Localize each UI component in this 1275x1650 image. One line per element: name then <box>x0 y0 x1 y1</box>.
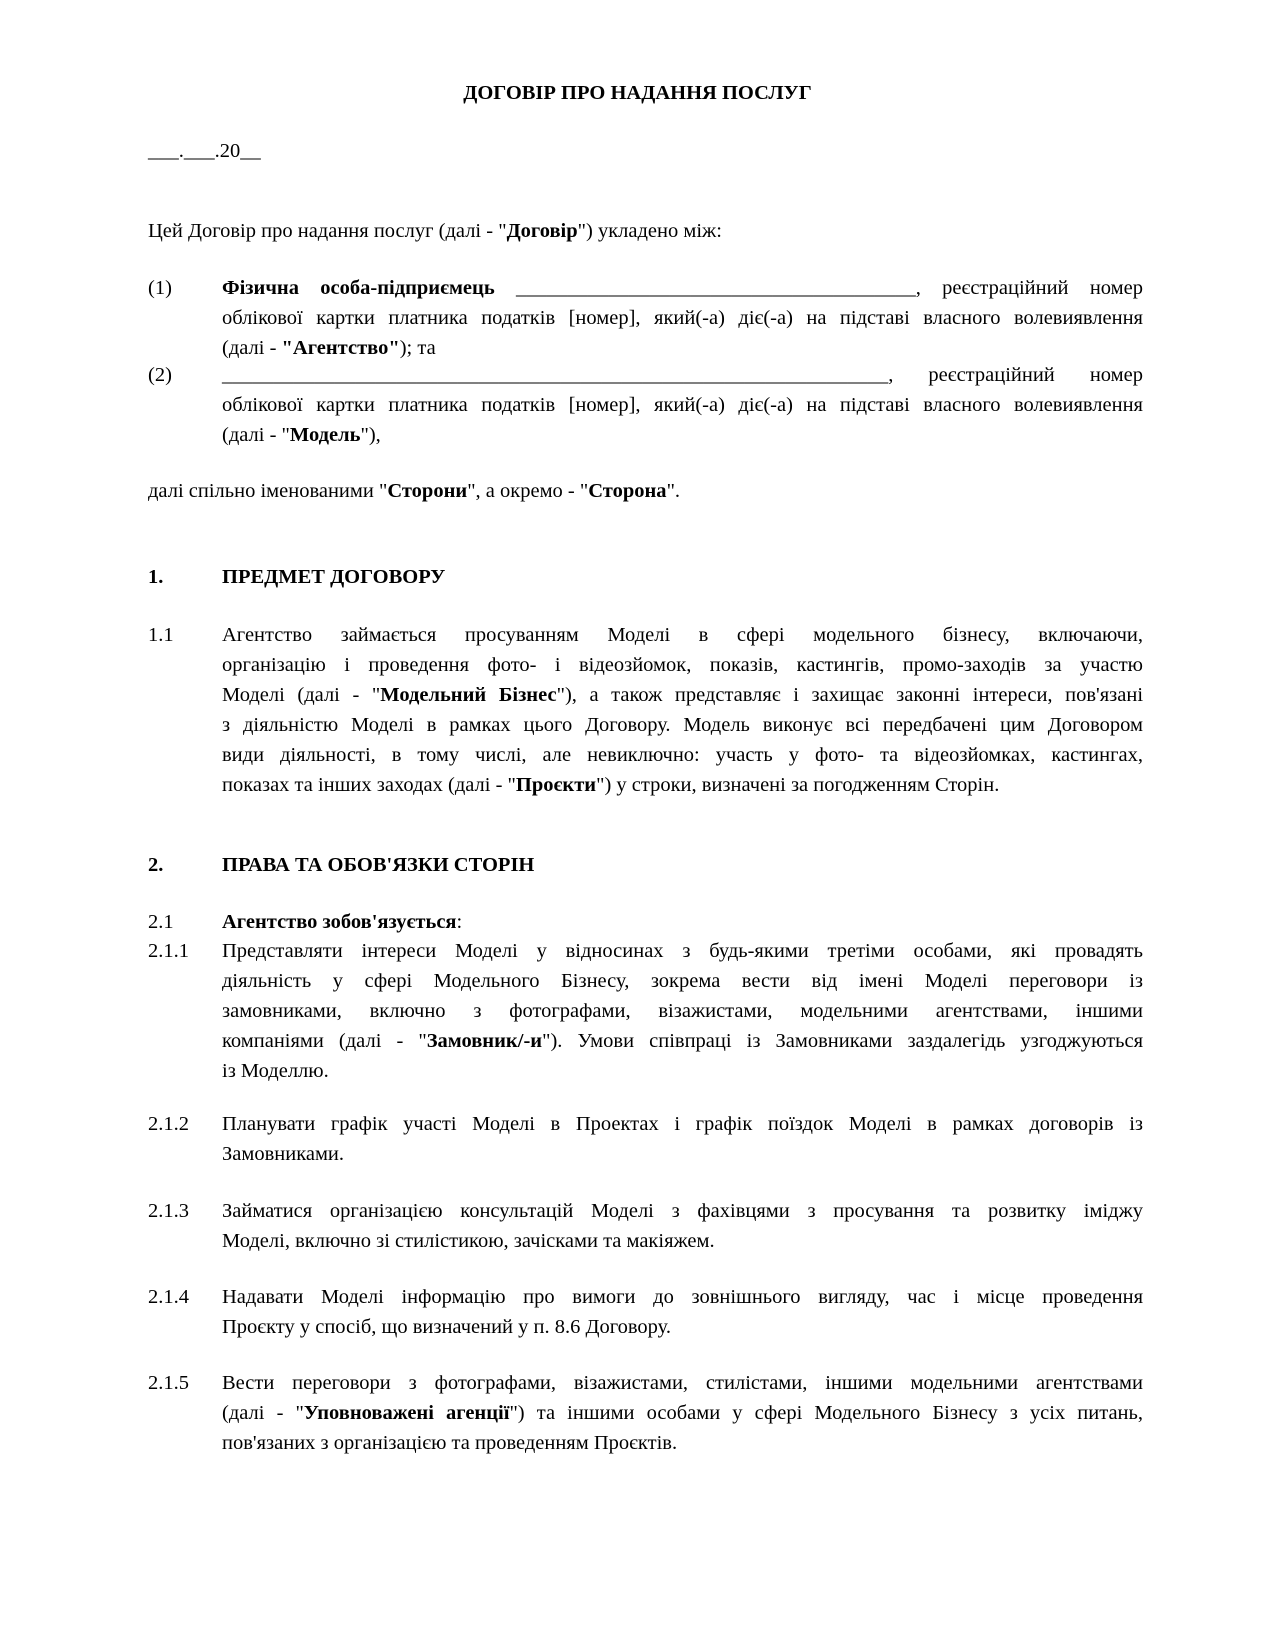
parties-summary: далі спільно іменованими "Сторони", а окремо - "Сторона". <box>148 480 681 502</box>
party-1-type: Фізична особа-підприємець <box>222 277 495 299</box>
party-term: Сторона <box>588 480 667 502</box>
party-2-line-3: (далі - "Модель"), <box>222 424 381 446</box>
clause-2-1-5: 2.1.5 Вести переговори з фотографами, візажистами, стилістами, іншими модельними агентствами (далі - "Уповноважені агенції") та іншими особами у сфері Модельного Бізнесу з усіх питань, пов'язаних з організацією та проведенням Проєктів. <box>148 1368 1143 1458</box>
party-1-number: (1) <box>148 277 172 299</box>
clause-2-1-5-number: 2.1.5 <box>148 1372 189 1394</box>
party-1-line-2: облікової картки платника податків [номер], який(-а) діє(-а) на підставі власного волевиявлення <box>222 307 1143 329</box>
clause-2-1-4: 2.1.4 Надавати Моделі інформацію про вимоги до зовнішнього вигляду, час і місце проведення Проєкту у спосіб, що визначений у п. 8.6 Договору. <box>148 1282 1143 1342</box>
party-2-number: (2) <box>148 364 172 386</box>
clause-2-1-2-number: 2.1.2 <box>148 1113 189 1135</box>
clause-2-1-1: 2.1.1 Представляти інтереси Моделі у відносинах з будь-якими третіми особами, які провадять діяльність у сфері Модельного Бізнесу, зокрема вести від імені Моделі переговори із замовниками, включно з фотографами, візажистами, модельними агентствами, іншими компаніями (далі - "Замовник/-и"). Умови співпраці із Замовниками заздалегідь узгоджуються із Моделлю. <box>148 936 1143 1086</box>
party-1-line-3: (далі - "Агентство"); та <box>222 337 436 359</box>
clause-2-1-number: 2.1 <box>148 911 174 933</box>
authorized-agencies-term: Уповноважені агенції <box>303 1402 510 1424</box>
intro-defined-term: Договір <box>506 220 578 242</box>
clause-1-1-number: 1.1 <box>148 624 174 646</box>
party-2-line-2: облікової картки платника податків [номер], який(-а) діє(-а) на підставі власного волевиявлення <box>222 394 1143 416</box>
section-1-number: 1. <box>148 566 164 588</box>
clause-2-1-4-number: 2.1.4 <box>148 1286 189 1308</box>
section-2-number: 2. <box>148 854 164 876</box>
clause-2-1-2: 2.1.2 Планувати графік участі Моделі в Проектах і графік поїздок Моделі в рамках договорів із Замовниками. <box>148 1109 1143 1169</box>
intro-text-pre: Цей Договір про надання послуг (далі - " <box>148 220 507 242</box>
intro-paragraph <box>148 216 1143 246</box>
contract-date: ___.___.20__ <box>148 140 261 162</box>
section-1-title: ПРЕДМЕТ ДОГОВОРУ <box>222 566 446 588</box>
clause-2-1-heading: Агентство зобов'язується <box>222 911 457 933</box>
parties-term: Сторони <box>387 480 468 502</box>
projects-term: Проєкти <box>515 774 597 796</box>
party-2-defined-term: Модель <box>289 424 361 446</box>
document-title: ДОГОВІР ПРО НАДАННЯ ПОСЛУГ <box>463 82 812 104</box>
party-2-block <box>148 360 1143 450</box>
party-1-block <box>148 273 1143 363</box>
customers-term: Замовник/-и <box>426 1030 543 1052</box>
intro-text-post: ") укладено між: <box>577 220 722 242</box>
party-1-line-1: Фізична особа-підприємець _______________________________________, реєстраційний номер <box>222 277 1143 299</box>
clause-2-1-1-number: 2.1.1 <box>148 940 189 962</box>
clause-2-1-3: 2.1.3 Займатися організацією консультацій Моделі з фахівцями з просування та розвитку іміджу Моделі, включно зі стилістикою, зачісками та макіяжем. <box>148 1196 1143 1256</box>
clause-2-1-3-number: 2.1.3 <box>148 1200 189 1222</box>
party-1-defined-term: "Агентство" <box>281 337 400 359</box>
section-2-title: ПРАВА ТА ОБОВ'ЯЗКИ СТОРІН <box>222 854 535 876</box>
clause-2-1: 2.1 Агентство зобов'язується: <box>148 907 1143 937</box>
modelling-business-term: Модельний Бізнес <box>380 684 557 706</box>
clause-1-1: 1.1 Агентство займається просуванням Моделі в сфері модельного бізнесу, включаючи, організацію і проведення фото- і відеозйомок, показів, кастингів, промо-заходів за участю Моделі (далі - "Модельний Бізнес"), а також представляє і захищає законні інтереси, пов'язані з діяльністю Моделі в рамках цього Договору. Модель виконує всі передбачені цим Договором види діяльності, в тому числі, але невиключно: участь у фото- та відеозйомках, кастингах, показах та інших заходах (далі - "Проєкти") у строки, визначені за погодженням Сторін. <box>148 620 1143 800</box>
party-2-line-1: _________________________________________________________________, реєстраційний номер <box>222 364 1143 386</box>
